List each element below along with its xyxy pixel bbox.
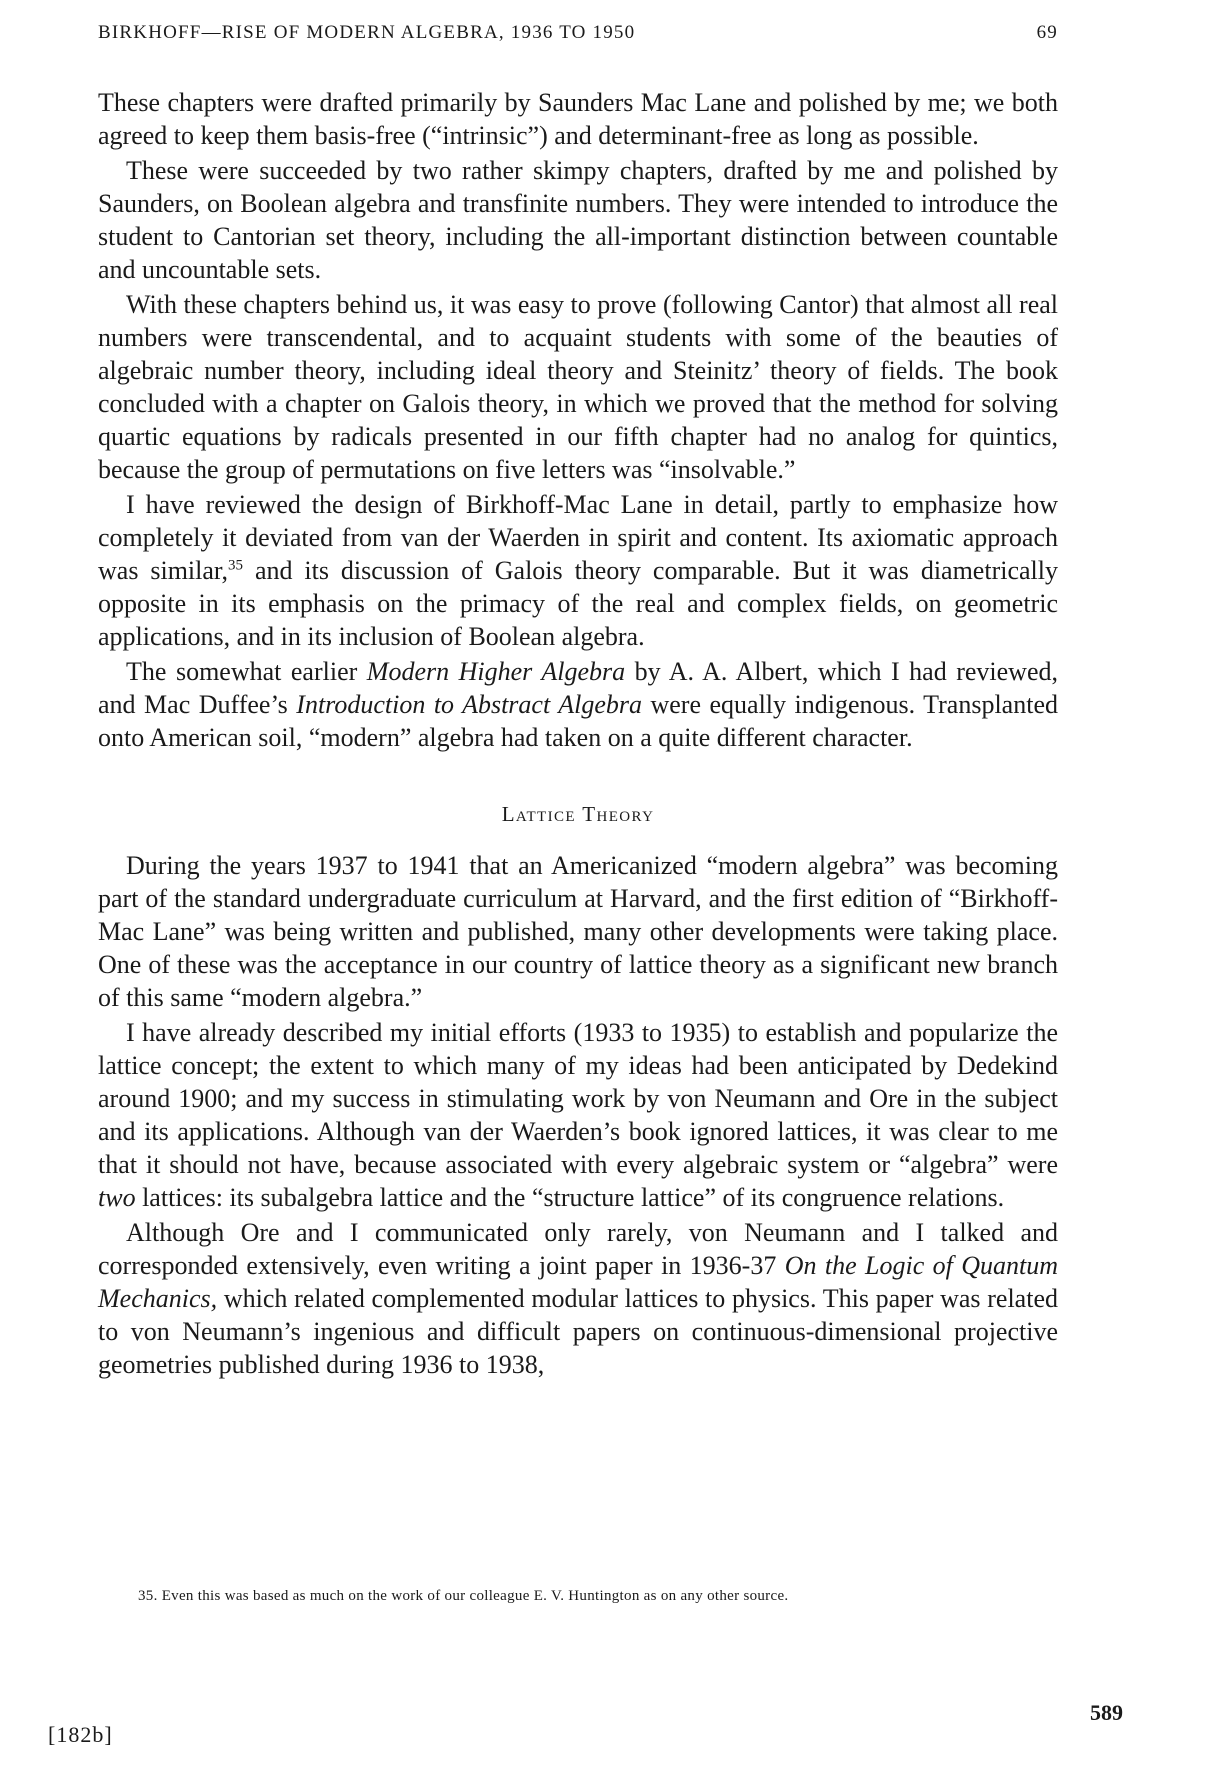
section-heading-text: Lattice Theory bbox=[501, 802, 655, 826]
paragraph-3: With these chapters behind us, it was easy to prove (following Cantor) that almost all real numbers were transcendental, and to acquaint students with some of the beauties of algebraic number theory, including ideal theory and Steinitz’ theory of fields. The book concluded with a chapter on Galois theory, in which we proved that the method for solving quartic equations by radicals presented in our fifth chapter had no analog for quintics, because the group of permutations on five letters was “insolvable.” bbox=[98, 290, 1058, 484]
footnote-ref-35[interactable]: 35 bbox=[228, 557, 244, 574]
paper-title-quantum: On the Logic of Quantum Mechanics, bbox=[98, 1251, 1059, 1313]
running-title: BIRKHOFF—RISE OF MODERN ALGEBRA, 1936 TO 1950 bbox=[98, 22, 636, 43]
footer-page-number: 589 bbox=[1090, 1700, 1123, 1725]
paragraph-4-text-b: and its discussion of Galois theory comparable. But it was diametrically opposite in its emphasis on the primacy of the real and complex fields, on geometric applications, and in its inclusion of Boolean algebra. bbox=[98, 556, 1058, 651]
running-header bbox=[98, 22, 1058, 44]
book-title-macduffee: Introduction to Abstract Algebra bbox=[296, 690, 642, 719]
paragraph-4 bbox=[98, 488, 1058, 653]
paragraph-6: During the years 1937 to 1941 that an Americanized “modern algebra” was becoming part of the standard undergraduate curriculum at Harvard, and the first edition of “Birkhoff-Mac Lane” was being written and published, many other developments were taking place. One of these was the acceptance in our country of lattice theory as a significant new branch of this same “modern algebra.” bbox=[98, 851, 1058, 1012]
paragraph-5 bbox=[98, 655, 1058, 754]
paragraph-5-text-a: The somewhat earlier bbox=[126, 657, 367, 686]
body-text bbox=[98, 86, 1058, 1383]
paragraph-8-text-b: which related complemented modular lattices to physics. This paper was related to von Neumann’s ingenious and difficult papers on continuous-dimensional projective geometries published during 1936 to 1938, bbox=[98, 1284, 1058, 1379]
paragraph-4-text-a: I have reviewed the design of Birkhoff-Mac Lane in detail, partly to emphasize how completely it deviated from van der Waerden in spirit and content. Its axiomatic approach was similar, bbox=[98, 490, 1058, 585]
paragraph-7-text-a: I have already described my initial efforts (1933 to 1935) to establish and popularize the lattice concept; the extent to which many of my ideas had been anticipated by Dedekind around 1900; and my success in stimulating work by von Neumann and Ore in the subject and its applications. Although van der Waerden’s book ignored lattices, it was clear to me that it should not have, because associated with every algebraic system or “algebra” were bbox=[98, 1018, 1058, 1179]
paragraph-1: These chapters were drafted primarily by Saunders Mac Lane and polished by me; we both agreed to keep them basis-free (“intrinsic”) and determinant-free as long as possible. bbox=[98, 88, 1058, 150]
paragraph-8 bbox=[98, 1216, 1058, 1381]
footer-label: [182b] bbox=[48, 1722, 113, 1747]
paragraph-8-text-a: Although Ore and I communicated only rarely, von Neumann and I talked and corresponded extensively, even writing a joint paper in 1936-37 bbox=[98, 1218, 1058, 1280]
paragraph-2: These were succeeded by two rather skimpy chapters, drafted by me and polished by Saunders, on Boolean algebra and transfinite numbers. They were intended to introduce the student to Cantorian set theory, including the all-important distinction between countable and uncountable sets. bbox=[98, 156, 1058, 284]
paragraph-7-text-b: lattices: its subalgebra lattice and the “structure lattice” of its congruence relations. bbox=[135, 1183, 1005, 1212]
paragraph-5-text-b: by A. A. Albert, which I had reviewed, and Mac Duffee’s bbox=[98, 657, 1058, 719]
paragraph-7 bbox=[98, 1016, 1058, 1214]
paragraph-5-text-c: were equally indigenous. Transplanted onto American soil, “modern” algebra had taken on a quite different character. bbox=[98, 690, 1058, 752]
section-heading bbox=[98, 798, 1058, 831]
book-title-albert: Modern Higher Algebra bbox=[366, 657, 626, 686]
header-page-number: 69 bbox=[1036, 22, 1058, 43]
footnote-35: 35. Even this was based as much on the work of our colleague E. V. Huntington as on any other source. bbox=[138, 1588, 789, 1604]
emphasis-two: two bbox=[98, 1183, 136, 1212]
